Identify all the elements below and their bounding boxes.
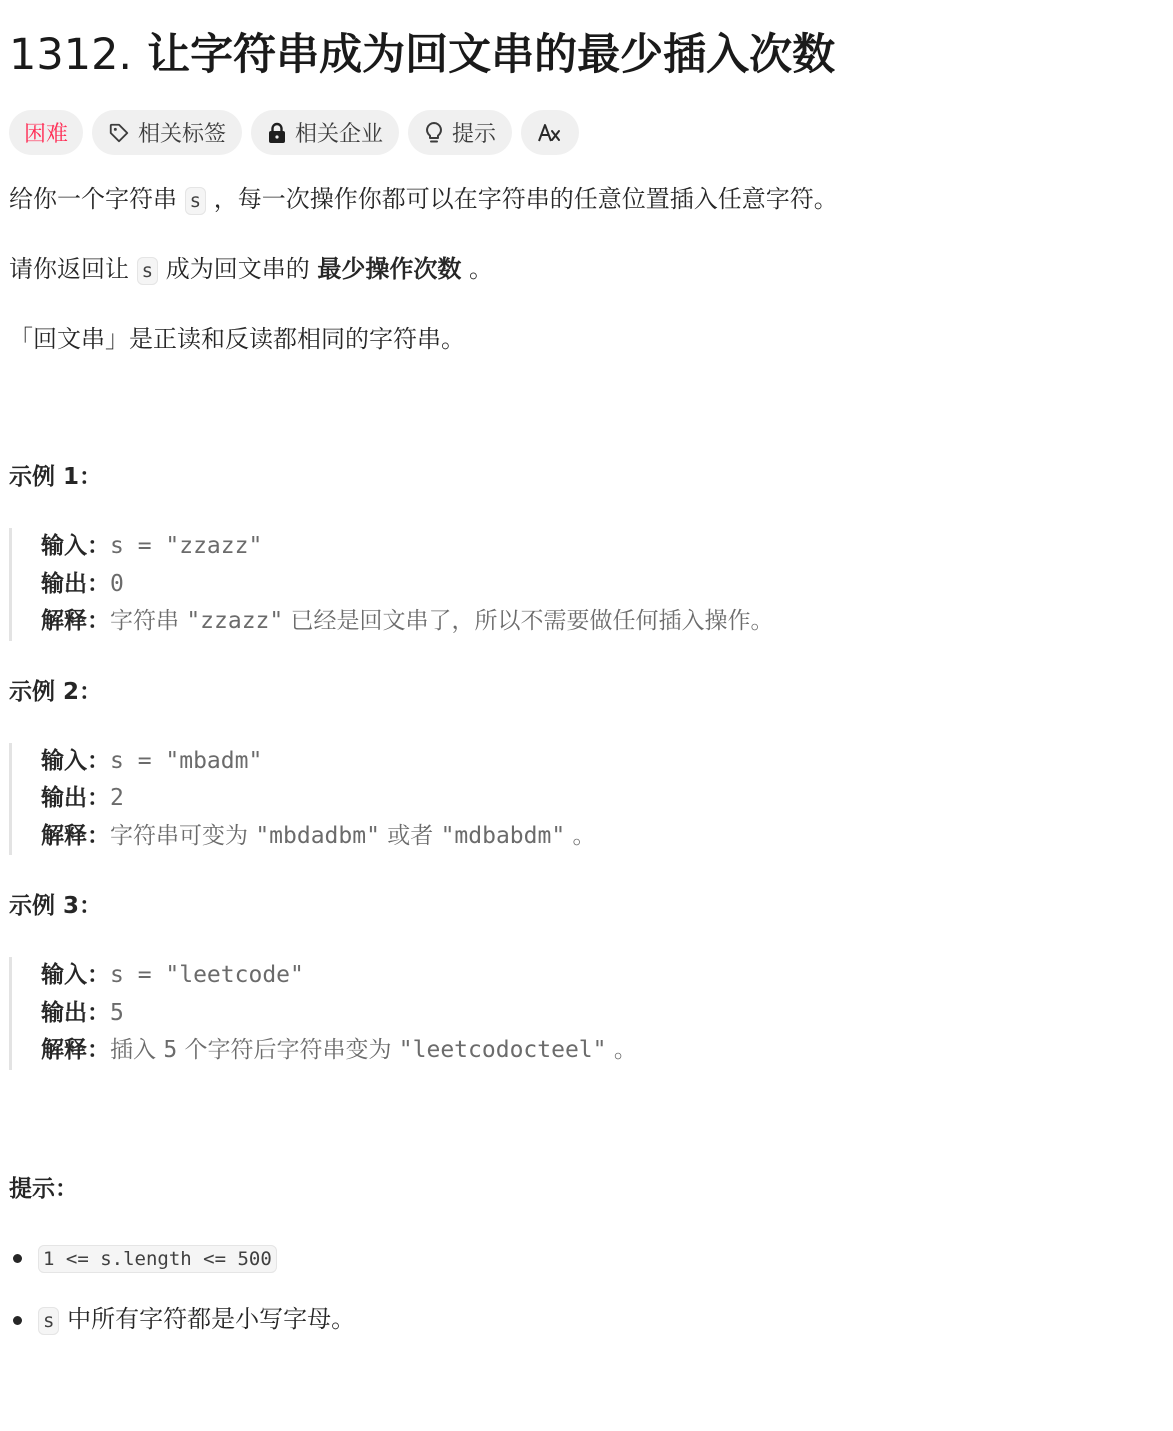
explanation-text: 个字符后字符串变为 bbox=[177, 1037, 399, 1063]
explanation-text: 已经是回文串了，所以不需要做任何插入操作。 bbox=[283, 608, 774, 634]
output-label: 输出： bbox=[41, 570, 110, 597]
difficulty-badge[interactable] bbox=[9, 110, 83, 155]
translate-button[interactable] bbox=[521, 110, 579, 155]
example-3-block bbox=[9, 957, 1164, 1070]
related-companies-button[interactable] bbox=[251, 110, 399, 155]
example-input-value: s = "zzazz" bbox=[110, 533, 263, 559]
description-text: 。 bbox=[461, 255, 493, 283]
output-label: 输出： bbox=[41, 785, 110, 811]
explanation-code: 5 bbox=[163, 1037, 178, 1063]
lightbulb-icon bbox=[424, 121, 444, 145]
constraint-text: 中所有字符都是小写字母。 bbox=[59, 1304, 356, 1333]
constraint-code: s bbox=[38, 1307, 59, 1335]
explanation-text: 或者 bbox=[379, 822, 441, 849]
translate-icon bbox=[537, 122, 563, 144]
example-output-line bbox=[41, 995, 1164, 1033]
inline-code: s bbox=[185, 187, 206, 215]
example-explanation-line bbox=[41, 818, 1164, 856]
example-2-block bbox=[9, 743, 1164, 856]
explanation-text: 。 bbox=[565, 822, 596, 849]
lock-icon bbox=[267, 122, 287, 144]
explanation-code: "mbdadbm" bbox=[255, 822, 380, 849]
explanation-label: 解释： bbox=[41, 822, 110, 849]
description-paragraph-3: 「回文串」是正读和反读都相同的字符串。 bbox=[9, 325, 465, 353]
example-output-value: 5 bbox=[110, 999, 124, 1026]
explanation-text: 。 bbox=[606, 1037, 637, 1063]
problem-title[interactable] bbox=[9, 0, 1164, 84]
emphasis-text: 最少操作次数 bbox=[317, 255, 462, 283]
constraints-list bbox=[9, 1240, 1164, 1338]
example-input-line bbox=[41, 528, 1164, 566]
description-paragraph-1 bbox=[9, 182, 1164, 218]
tag-bar bbox=[9, 110, 1164, 155]
related-tags-label: 相关标签 bbox=[138, 122, 227, 147]
explanation-label: 解释： bbox=[41, 608, 110, 634]
explanation-code: "leetcodocteel" bbox=[398, 1037, 607, 1063]
related-tags-button[interactable] bbox=[92, 110, 242, 155]
example-output-line bbox=[41, 780, 1164, 818]
example-1-title: 示例 1： bbox=[9, 464, 103, 490]
explanation-code: "zzazz" bbox=[186, 608, 284, 634]
example-explanation-line bbox=[41, 603, 1164, 641]
input-label: 输入： bbox=[41, 747, 110, 774]
example-output-value: 0 bbox=[110, 570, 124, 597]
explanation-label: 解释： bbox=[41, 1037, 110, 1063]
hint-label: 提示 bbox=[452, 122, 497, 147]
list-item bbox=[9, 1302, 1164, 1338]
example-input-value: s = "mbadm" bbox=[110, 747, 263, 774]
description-text: 请你返回让 bbox=[9, 255, 137, 283]
example-3-title: 示例 3： bbox=[9, 893, 103, 919]
example-output-line bbox=[41, 566, 1164, 604]
explanation-text: 字符串可变为 bbox=[110, 822, 256, 849]
problem-title-text: 让字符串成为回文串的最少插入次数 bbox=[147, 30, 836, 80]
hint-button[interactable] bbox=[408, 110, 512, 155]
description-text: 给你一个字符串 bbox=[9, 185, 185, 213]
example-1-block bbox=[9, 528, 1164, 641]
example-explanation-line bbox=[41, 1032, 1164, 1070]
example-input-line bbox=[41, 743, 1164, 781]
explanation-text: 字符串 bbox=[110, 608, 187, 634]
description-text: ，每一次操作你都可以在字符串的任意位置插入任意字符。 bbox=[206, 185, 838, 213]
example-output-value: 2 bbox=[110, 785, 124, 811]
input-label: 输入： bbox=[41, 533, 110, 559]
example-input-line bbox=[41, 957, 1164, 995]
explanation-code: "mdbabdm" bbox=[440, 822, 566, 849]
problem-number: 1312. bbox=[9, 30, 133, 80]
tag-icon bbox=[108, 122, 130, 144]
related-companies-label: 相关企业 bbox=[295, 122, 384, 147]
example-input-value: s = "leetcode" bbox=[110, 962, 304, 988]
explanation-text: 插入 bbox=[110, 1037, 164, 1063]
example-2-title: 示例 2： bbox=[9, 678, 103, 705]
output-label: 输出： bbox=[41, 999, 110, 1026]
difficulty-label: 困难 bbox=[24, 122, 69, 147]
description-paragraph-2 bbox=[9, 252, 1164, 288]
inline-code: s bbox=[137, 257, 158, 285]
input-label: 输入： bbox=[41, 962, 110, 988]
constraint-code: 1 <= s.length <= 500 bbox=[38, 1245, 277, 1273]
constraints-title: 提示： bbox=[9, 1175, 78, 1202]
description-text: 成为回文串的 bbox=[158, 255, 318, 283]
list-item bbox=[9, 1240, 1164, 1276]
